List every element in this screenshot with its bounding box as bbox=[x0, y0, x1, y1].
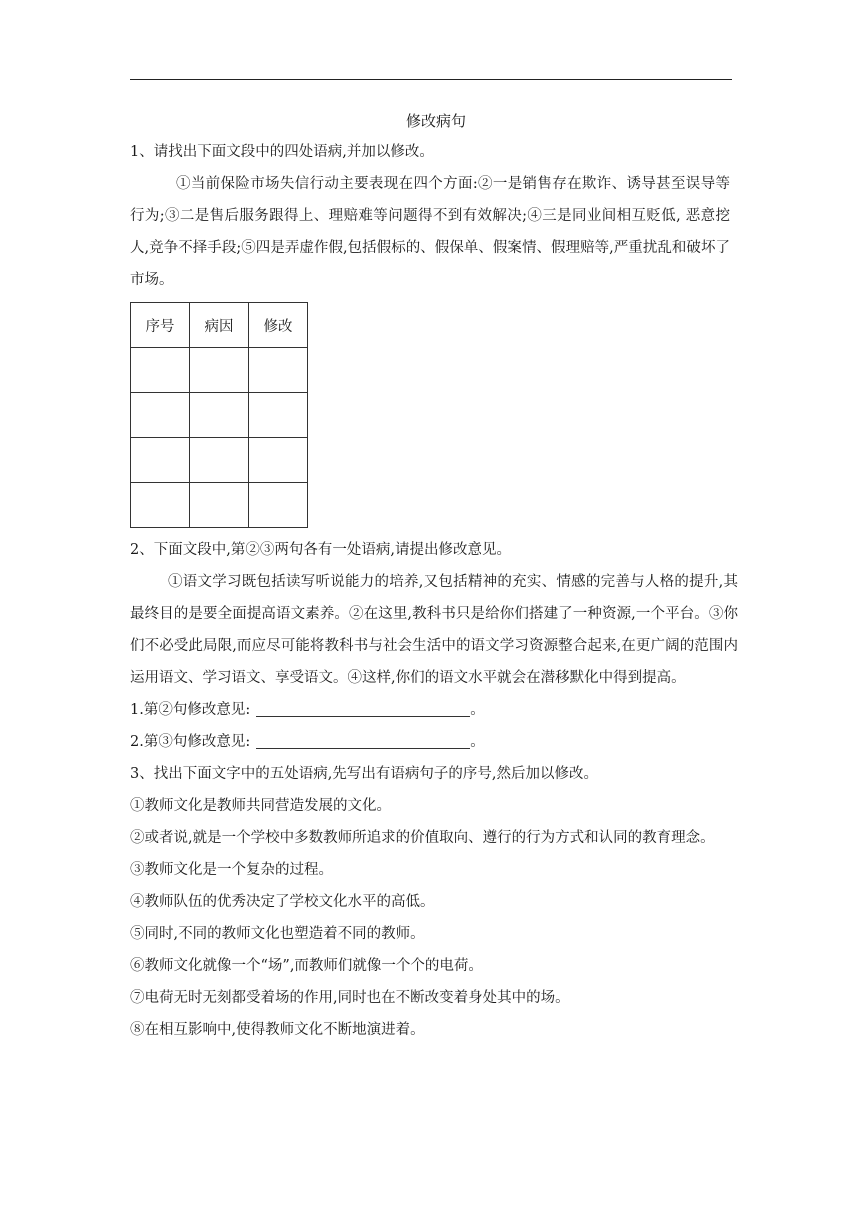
q1-passage: ①当前保险市场失信行动主要表现在四个方面:②一是销售存在欺诈、诱导甚至误导等行为;③二是售后服务跟得上、理赔难等问题得不到有效解决;④三是同业间相互贬低, 恶意挖人,竞争不择手段;⑤四是弄虚作假,包括假标的、假保单、假案情、假理赔等,严重扰乱和破坏了市场。 bbox=[130, 176, 730, 288]
q3-sentence: ②或者说,就是一个学校中多数教师所追求的价值取向、遵行的行为方式和认同的教育理念。 bbox=[130, 830, 715, 846]
q3-sentence: ⑦电荷无时无刻都受着场的作用,同时也在不断改变着身处其中的场。 bbox=[130, 990, 570, 1006]
q2-passage: ①语文学习既包括读写听说能力的培养,又包括精神的充实、情感的完善与人格的提升,其最终目的是要全面提高语文素养。②在这里,教科书只是给你们搭建了一种资源,一个平台。③你们不必受此局限,而应尽可能将教科书与社会生活中的语文学习资源整合起来,在更广阔的范围内运用语文、学习语文、享受语文。④这样,你们的语文水平就会在潜移默化中得到提高。 bbox=[130, 574, 738, 686]
answer-cell[interactable] bbox=[249, 393, 308, 438]
table-row bbox=[131, 348, 308, 393]
q3-sentence: ⑧在相互影响中,使得教师文化不断地演进着。 bbox=[130, 1022, 425, 1038]
q3-sentence: ⑥教师文化就像一个“场”,而教师们就像一个个的电荷。 bbox=[130, 958, 483, 974]
q1-answer-table bbox=[130, 302, 308, 528]
header-cell-index: 序号 bbox=[131, 303, 190, 348]
answer-cell[interactable] bbox=[190, 393, 249, 438]
answer-cell[interactable] bbox=[190, 438, 249, 483]
q2-answer-line-1 bbox=[130, 694, 742, 726]
answer-cell[interactable] bbox=[249, 483, 308, 528]
answer-cell[interactable] bbox=[131, 438, 190, 483]
q3-sentence: ③教师文化是一个复杂的过程。 bbox=[130, 862, 333, 878]
page-title: 修改病句 bbox=[405, 112, 466, 130]
table-row bbox=[131, 393, 308, 438]
q3-sentence: ⑤同时,不同的教师文化也塑造着不同的教师。 bbox=[130, 926, 425, 942]
table-row bbox=[131, 483, 308, 528]
answer-cell[interactable] bbox=[190, 483, 249, 528]
header-cell-cause: 病因 bbox=[190, 303, 249, 348]
q2-answer-line-2 bbox=[130, 726, 742, 758]
q3-prompt: 3、找出下面文字中的五处语病,先写出有语病句子的序号,然后加以修改。 bbox=[130, 766, 598, 782]
answer-end: 。 bbox=[470, 734, 485, 750]
table-row bbox=[131, 438, 308, 483]
q1-prompt: 1、请找出下面文段中的四处语病,并加以修改。 bbox=[130, 144, 434, 160]
answer-end: 。 bbox=[470, 702, 485, 718]
answer-cell[interactable] bbox=[249, 348, 308, 393]
answer-blank[interactable] bbox=[256, 698, 470, 717]
answer-cell[interactable] bbox=[131, 393, 190, 438]
answer-blank[interactable] bbox=[256, 730, 470, 749]
answer-cell[interactable] bbox=[249, 438, 308, 483]
answer-label: 1.第②句修改意见: bbox=[130, 702, 251, 718]
answer-cell[interactable] bbox=[131, 483, 190, 528]
table-header-row bbox=[131, 303, 308, 348]
q2-prompt: 2、下面文段中,第②③两句各有一处语病,请提出修改意见。 bbox=[130, 542, 511, 558]
q3-sentence: ④教师队伍的优秀决定了学校文化水平的高低。 bbox=[130, 894, 435, 910]
answer-cell[interactable] bbox=[190, 348, 249, 393]
worksheet bbox=[130, 108, 742, 1046]
header-cell-fix: 修改 bbox=[249, 303, 308, 348]
answer-cell[interactable] bbox=[131, 348, 190, 393]
header-rule bbox=[130, 79, 732, 80]
answer-label: 2.第③句修改意见: bbox=[130, 734, 251, 750]
q3-sentence: ①教师文化是教师共同营造发展的文化。 bbox=[130, 798, 391, 814]
